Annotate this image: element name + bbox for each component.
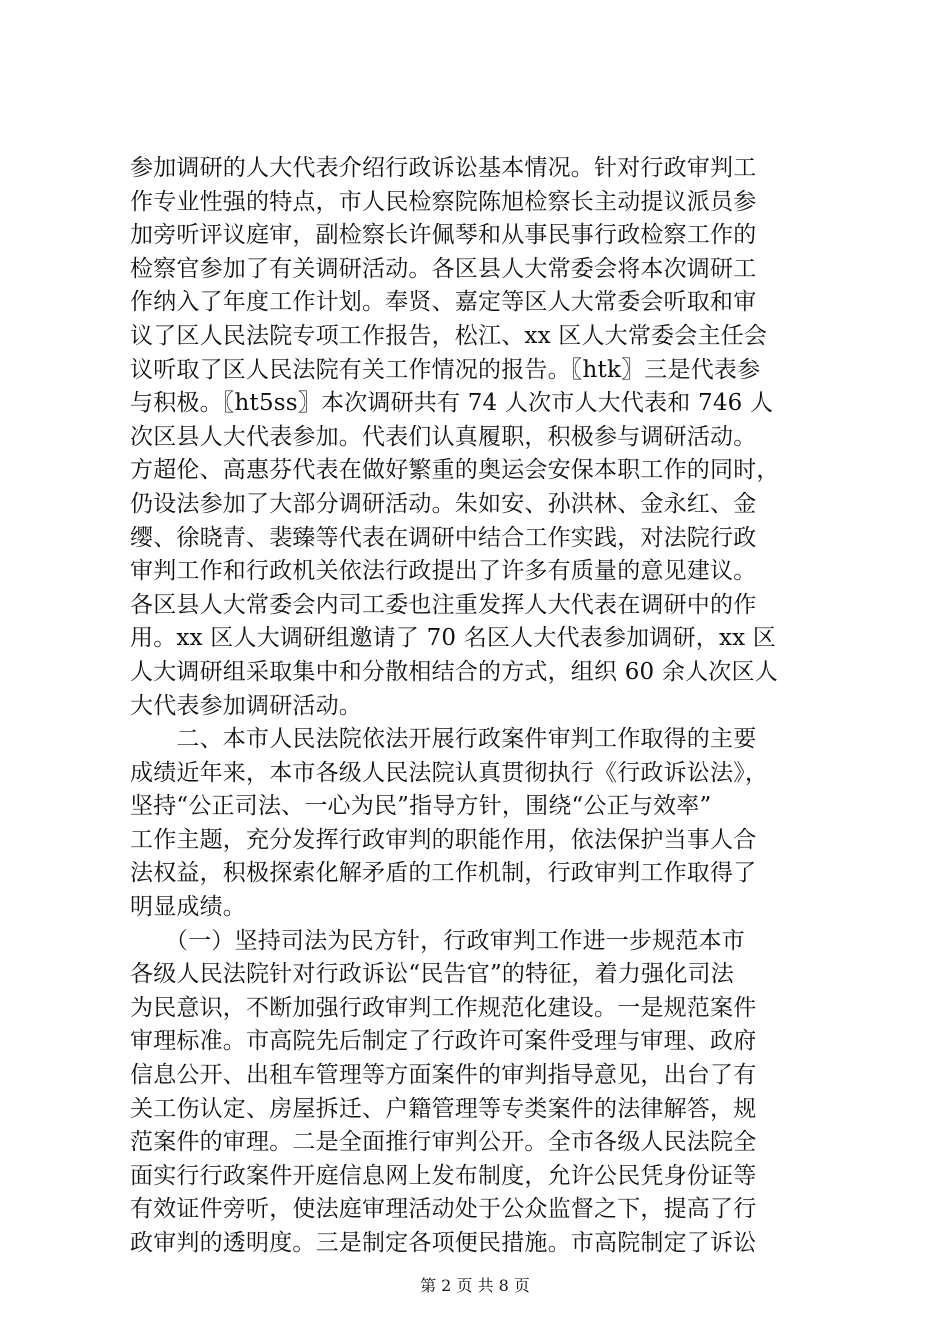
text-line: 作专业性强的特点，市人民检察院陈旭检察长主动提议派员参 [130,188,757,215]
text-line: 检察官参加了有关调研活动。各区县人大常委会将本次调研工 [130,255,757,282]
text-line: 成绩近年来，本市各级人民法院认真贯彻执行《行政诉讼法》， [130,759,769,786]
text-line: 关工伤认定、房屋拆迁、户籍管理等专类案件的法律解答，规 [130,1095,757,1122]
text-line: 方超伦、高惠芬代表在做好繁重的奥运会安保本职工作的同时， [130,457,780,484]
text-line: 与积极。〖ht5ss〗本次调研共有 74 人次市人大代表和 746 人 [130,390,774,417]
text-line: 用。xx 区人大调研组邀请了 70 名区人大代表参加调研，xx 区 [130,625,776,652]
text-line: 议了区人民法院专项工作报告，松江、xx 区人大常委会主任会 [130,322,768,349]
text-line: 审判工作和行政机关依法行政提出了许多有质量的意见建议。 [130,558,757,585]
text-line: 工作主题，充分发挥行政审判的职能作用，依法保护当事人合 [130,826,757,853]
text-line: 面实行行政案件开庭信息网上发布制度，允许公民凭身份证等 [130,1162,757,1189]
text-line: 人大调研组采取集中和分散相结合的方式，组织 60 余人次区人 [130,658,778,685]
text-line: 坚持“公正司法、一心为民”指导方针，围绕“公正与效率” [130,793,712,820]
text-line: 信息公开、出租车管理等方面案件的审判指导意见，出台了有 [130,1062,757,1089]
document-body [130,152,830,1261]
text-line: （一）坚持司法为民方针，行政审判工作进一步规范本市 [130,927,745,954]
text-line: 缨、徐晓青、裴臻等代表在调研中结合工作实践，对法院行政 [130,524,757,551]
text-line: 次区县人大代表参加。代表们认真履职，积极参与调研活动。 [130,423,757,450]
page-footer: 第 2 页 共 8 页 [420,1276,530,1295]
text-line: 政审判的透明度。三是制定各项便民措施。市高院制定了诉讼 [130,1230,757,1256]
text-line: 有效证件旁听，使法庭审理活动处于公众监督之下，提高了行 [130,1196,757,1223]
text-line: 二、本市人民法院依法开展行政案件审判工作取得的主要 [130,726,757,753]
text-line: 议听取了区人民法院有关工作情况的报告。〖htk〗三是代表参 [130,356,761,383]
text-line: 明显成绩。 [130,894,246,921]
text-line: 法权益，积极探索化解矛盾的工作机制，行政审判工作取得了 [130,860,757,887]
text-line: 加旁听评议庭审，副检察长许佩琴和从事民事行政检察工作的 [130,222,757,249]
text-line: 仍设法参加了大部分调研活动。朱如安、孙洪林、金永红、金 [130,490,757,517]
text-line: 参加调研的人大代表介绍行政诉讼基本情况。针对行政审判工 [130,155,757,181]
text-line: 范案件的审理。二是全面推行审判公开。全市各级人民法院全 [130,1129,757,1156]
text-line: 各级人民法院针对行政诉讼“民告官”的特征，着力强化司法 [130,961,734,988]
text-line: 审理标准。市高院先后制定了行政许可案件受理与审理、政府 [130,1028,757,1055]
text-line: 各区县人大常委会内司工委也注重发挥人大代表在调研中的作 [130,591,757,618]
text-line: 作纳入了年度工作计划。奉贤、嘉定等区人大常委会听取和审 [130,289,757,316]
text-line: 为民意识，不断加强行政审判工作规范化建设。一是规范案件 [130,994,757,1021]
text-line: 大代表参加调研活动。 [130,692,362,719]
